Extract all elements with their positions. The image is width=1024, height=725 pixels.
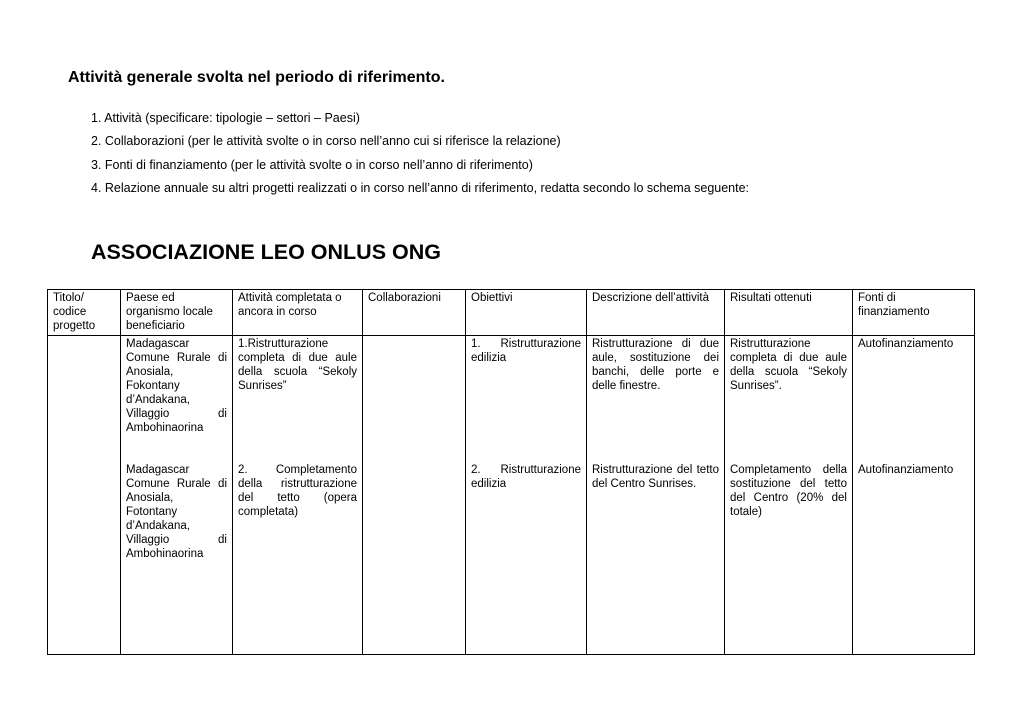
cell-paese — [121, 336, 233, 655]
table-row — [48, 336, 975, 655]
risultati-entry-2: Completamento della sostituzione del tetto del Centro (20% del totale) — [730, 464, 847, 518]
cell-fonti — [853, 336, 975, 655]
attivita-entry-2: 2. Completamento della ristrutturazione del tetto (opera completata) — [238, 464, 357, 518]
header-titolo: Titolo/ codice progetto — [48, 290, 121, 336]
cell-titolo — [48, 336, 121, 655]
risultati-entry-1: Ristrutturazione completa di due aule della scuola “Sekoly Sunrises”. — [730, 338, 847, 392]
fonti-entry-1: Autofinanziamento — [858, 338, 954, 350]
header-paese: Paese ed organismo locale beneficiario — [121, 290, 233, 336]
section-title: Attività generale svolta nel periodo di riferimento. — [68, 69, 445, 86]
cell-attivita — [233, 336, 363, 655]
organization-title: ASSOCIAZIONE LEO ONLUS ONG — [91, 240, 441, 264]
header-risultati: Risultati ottenuti — [725, 290, 853, 336]
paese-entry-1: Madagascar Comune Rurale di Anosiala, Fokontany d’Andakana, Villaggio di Ambohinaorina — [126, 338, 227, 434]
descrizione-entry-1: Ristrutturazione di due aule, sostituzione dei banchi, delle porte e delle finestre. — [592, 338, 719, 392]
cell-risultati — [725, 336, 853, 655]
fonti-entry-2: Autofinanziamento — [858, 464, 954, 476]
attivita-entry-1: 1.Ristrutturazione completa di due aule della scuola “Sekoly Sunrises” — [238, 338, 357, 392]
obiettivi-entry-2: 2. Ristrutturazione edilizia — [471, 464, 581, 490]
obiettivi-entry-1: 1. Ristrutturazione edilizia — [471, 338, 581, 364]
list-item: 4. Relazione annuale su altri progetti realizzati o in corso nell’anno di riferimento, redatta secondo lo schema seguente: — [91, 181, 750, 196]
cell-obiettivi — [466, 336, 587, 655]
header-attivita: Attività completata o ancora in corso — [233, 290, 363, 336]
list-item: 3. Fonti di finanziamento (per le attività svolte o in corso nell’anno di riferimento) — [91, 157, 533, 172]
header-descrizione: Descrizione dell’attività — [587, 290, 725, 336]
table-header-row — [48, 290, 975, 336]
project-report-table — [47, 289, 975, 655]
cell-descrizione — [587, 336, 725, 655]
header-obiettivi: Obiettivi — [466, 290, 587, 336]
cell-collaborazioni — [363, 336, 466, 655]
header-fonti: Fonti di finanziamento — [853, 290, 975, 336]
requirements-list — [91, 110, 749, 204]
paese-entry-2: Madagascar Comune Rurale di Anosiala, Fotontany d’Andakana, Villaggio di Ambohinaorina — [126, 464, 227, 560]
list-item: 1. Attività (specificare: tipologie – settori – Paesi) — [91, 111, 360, 125]
descrizione-entry-2: Ristrutturazione del tetto del Centro Sunrises. — [592, 464, 719, 490]
list-item: 2. Collaborazioni (per le attività svolte o in corso nell’anno cui si riferisce la relazione) — [91, 134, 561, 149]
header-collaborazioni: Collaborazioni — [363, 290, 466, 336]
